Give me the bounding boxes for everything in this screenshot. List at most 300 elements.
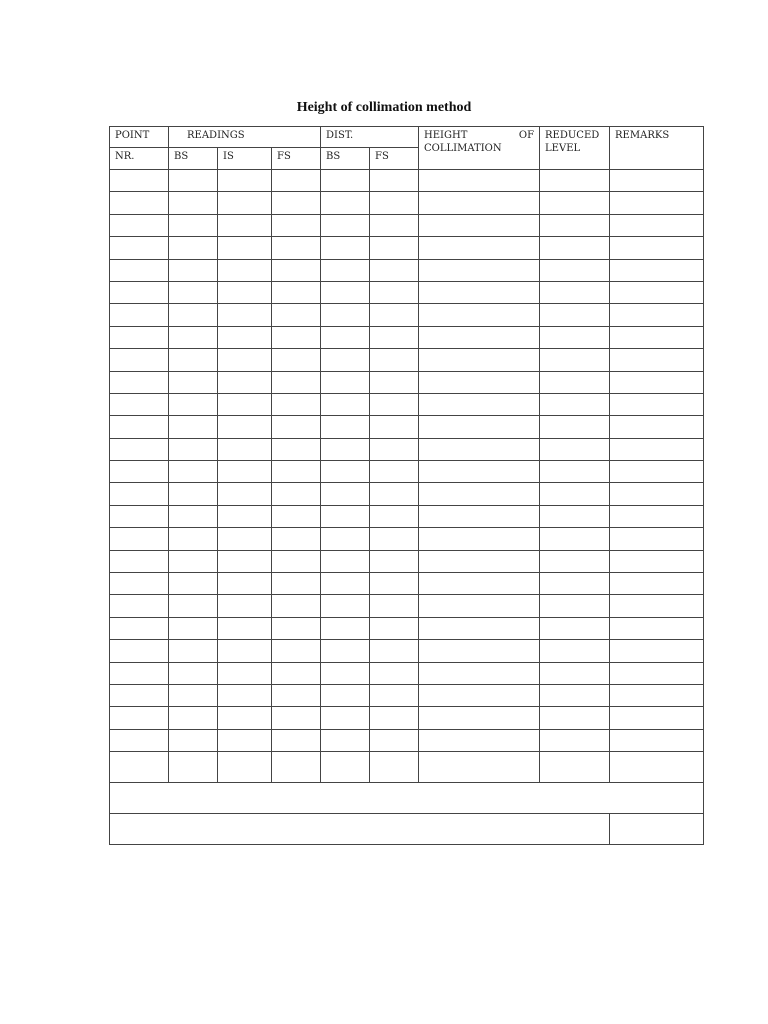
table-row: [110, 416, 704, 438]
header-dist-bs: BS: [326, 151, 341, 162]
table-cell[interactable]: [110, 505, 169, 527]
table-cell[interactable]: [218, 214, 272, 236]
table-cell[interactable]: [610, 617, 704, 639]
table-cell[interactable]: [540, 483, 610, 505]
table-cell[interactable]: [419, 281, 540, 303]
table-cell[interactable]: [610, 192, 704, 214]
table-cell[interactable]: [110, 573, 169, 595]
table-cell[interactable]: [110, 326, 169, 348]
table-cell[interactable]: [419, 416, 540, 438]
table-cell[interactable]: [610, 505, 704, 527]
table-cell[interactable]: [272, 214, 321, 236]
table-cell[interactable]: [370, 595, 419, 617]
table-cell[interactable]: [110, 304, 169, 326]
table-cell[interactable]: [540, 371, 610, 393]
table-cell[interactable]: [370, 505, 419, 527]
table-cell[interactable]: [218, 438, 272, 460]
table-cell[interactable]: [272, 752, 321, 783]
table-cell[interactable]: [540, 304, 610, 326]
table-cell[interactable]: [610, 281, 704, 303]
table-cell[interactable]: [419, 192, 540, 214]
table-cell[interactable]: [540, 528, 610, 550]
table-cell[interactable]: [321, 214, 370, 236]
table-cell[interactable]: [110, 259, 169, 281]
table-row: [110, 371, 704, 393]
table-cell[interactable]: [218, 416, 272, 438]
table-cell[interactable]: [110, 640, 169, 662]
table-cell[interactable]: [110, 170, 169, 192]
table-cell[interactable]: [610, 438, 704, 460]
table-cell[interactable]: [321, 684, 370, 706]
table-cell[interactable]: [610, 237, 704, 259]
table-cell[interactable]: [272, 684, 321, 706]
table-cell[interactable]: [218, 662, 272, 684]
table-cell[interactable]: [272, 595, 321, 617]
table-cell[interactable]: [419, 729, 540, 751]
table-cell[interactable]: [169, 729, 218, 751]
table-row: [110, 192, 704, 214]
table-cell[interactable]: [272, 505, 321, 527]
table-row: [110, 573, 704, 595]
table-cell[interactable]: [321, 707, 370, 729]
table-cell[interactable]: [272, 640, 321, 662]
table-cell[interactable]: [169, 573, 218, 595]
table-cell[interactable]: [272, 617, 321, 639]
table-cell[interactable]: [321, 326, 370, 348]
header-hoc-height: HEIGHT: [424, 130, 468, 141]
table-row: [110, 170, 704, 192]
header-readings-cell: [169, 127, 321, 148]
table-cell[interactable]: [218, 349, 272, 371]
table-cell[interactable]: [169, 192, 218, 214]
table-cell[interactable]: [218, 617, 272, 639]
table-cell[interactable]: [540, 393, 610, 415]
table-cell[interactable]: [218, 304, 272, 326]
table-cell[interactable]: [218, 371, 272, 393]
table-cell[interactable]: [218, 326, 272, 348]
table-cell[interactable]: [610, 461, 704, 483]
table-cell[interactable]: [321, 461, 370, 483]
table-cell[interactable]: [218, 483, 272, 505]
table-cell[interactable]: [272, 371, 321, 393]
table-cell[interactable]: [419, 326, 540, 348]
header-rl-level: LEVEL: [545, 143, 581, 154]
header-is-cell: [218, 148, 272, 170]
table-cell[interactable]: [540, 237, 610, 259]
table-cell[interactable]: [370, 237, 419, 259]
table-cell[interactable]: [272, 662, 321, 684]
table-cell[interactable]: [370, 371, 419, 393]
table-cell[interactable]: [169, 214, 218, 236]
table-cell[interactable]: [419, 662, 540, 684]
table-cell[interactable]: [540, 326, 610, 348]
table-row: [110, 684, 704, 706]
table-cell[interactable]: [610, 662, 704, 684]
table-cell[interactable]: [169, 438, 218, 460]
table-cell[interactable]: [169, 170, 218, 192]
table-cell[interactable]: [110, 707, 169, 729]
table-cell[interactable]: [218, 729, 272, 751]
table-cell[interactable]: [218, 393, 272, 415]
table-cell[interactable]: [110, 349, 169, 371]
table-cell[interactable]: [610, 483, 704, 505]
table-cell[interactable]: [370, 259, 419, 281]
table-cell[interactable]: [272, 259, 321, 281]
table-cell[interactable]: [218, 707, 272, 729]
table-cell[interactable]: [610, 371, 704, 393]
table-cell[interactable]: [321, 304, 370, 326]
table-cell[interactable]: [540, 752, 610, 783]
table-cell[interactable]: [169, 707, 218, 729]
table-cell[interactable]: [321, 573, 370, 595]
table-cell[interactable]: [218, 684, 272, 706]
table-cell[interactable]: [370, 170, 419, 192]
header-reduced-level: [540, 127, 610, 170]
table-cell[interactable]: [321, 505, 370, 527]
table-cell[interactable]: [272, 461, 321, 483]
table-cell[interactable]: [540, 617, 610, 639]
header-remarks-label: REMARKS: [615, 130, 670, 141]
table-cell[interactable]: [321, 550, 370, 572]
table-cell[interactable]: [110, 214, 169, 236]
table-cell[interactable]: [540, 550, 610, 572]
table-cell[interactable]: [169, 550, 218, 572]
table-cell[interactable]: [610, 259, 704, 281]
table-cell[interactable]: [321, 170, 370, 192]
table-row: [110, 707, 704, 729]
table-cell[interactable]: [370, 416, 419, 438]
table-cell[interactable]: [419, 550, 540, 572]
table-cell[interactable]: [370, 349, 419, 371]
table-row: [110, 662, 704, 684]
table-row: [110, 259, 704, 281]
table-cell[interactable]: [540, 573, 610, 595]
table-cell[interactable]: [169, 304, 218, 326]
header-remarks: [610, 127, 704, 170]
table-cell[interactable]: [419, 438, 540, 460]
check-cell[interactable]: [110, 814, 610, 845]
table-cell[interactable]: [321, 349, 370, 371]
table-cell[interactable]: [218, 237, 272, 259]
table-cell[interactable]: [169, 483, 218, 505]
header-nr-cell: [110, 148, 169, 170]
table-cell[interactable]: [218, 461, 272, 483]
table-cell[interactable]: [610, 573, 704, 595]
table-cell[interactable]: [169, 237, 218, 259]
table-cell[interactable]: [610, 729, 704, 751]
table-cell[interactable]: [321, 662, 370, 684]
table-cell[interactable]: [272, 729, 321, 751]
table-cell[interactable]: [272, 573, 321, 595]
table-cell[interactable]: [321, 192, 370, 214]
table-cell[interactable]: [610, 393, 704, 415]
table-cell[interactable]: [272, 393, 321, 415]
table-cell[interactable]: [321, 281, 370, 303]
table-cell[interactable]: [419, 617, 540, 639]
table-cell[interactable]: [272, 192, 321, 214]
table-row: [110, 281, 704, 303]
table-cell[interactable]: [169, 595, 218, 617]
table-cell[interactable]: [272, 483, 321, 505]
header-point-cell: [110, 127, 169, 148]
header-fs: FS: [277, 151, 291, 162]
table-cell[interactable]: [370, 729, 419, 751]
table-cell[interactable]: [272, 237, 321, 259]
table-cell[interactable]: [419, 304, 540, 326]
table-cell[interactable]: [169, 259, 218, 281]
table-row: [110, 640, 704, 662]
table-row: [110, 595, 704, 617]
table-cell[interactable]: [419, 707, 540, 729]
table-cell[interactable]: [540, 170, 610, 192]
table-cell[interactable]: [610, 170, 704, 192]
table-cell[interactable]: [110, 438, 169, 460]
header-hoc-collimation: COLLIMATION: [424, 143, 502, 154]
header-height-of-collimation: [419, 127, 540, 170]
table-cell[interactable]: [110, 752, 169, 783]
table-cell[interactable]: [110, 528, 169, 550]
table-cell[interactable]: [169, 662, 218, 684]
table-cell[interactable]: [169, 349, 218, 371]
table-cell[interactable]: [321, 617, 370, 639]
table-cell[interactable]: [540, 684, 610, 706]
table-cell[interactable]: [370, 461, 419, 483]
table-cell[interactable]: [419, 505, 540, 527]
table-cell[interactable]: [370, 214, 419, 236]
table-cell[interactable]: [419, 259, 540, 281]
table-cell[interactable]: [540, 505, 610, 527]
check-remarks-cell[interactable]: [610, 814, 704, 845]
table-cell[interactable]: [110, 192, 169, 214]
table-row: [110, 528, 704, 550]
table-cell[interactable]: [610, 550, 704, 572]
table-cell[interactable]: [272, 528, 321, 550]
table-cell[interactable]: [419, 684, 540, 706]
table-cell[interactable]: [272, 349, 321, 371]
table-row: [110, 483, 704, 505]
table-cell[interactable]: [540, 595, 610, 617]
table-cell[interactable]: [370, 528, 419, 550]
header-dist-fs-cell: [370, 148, 419, 170]
table-cell[interactable]: [370, 304, 419, 326]
table-cell[interactable]: [370, 192, 419, 214]
table-cell[interactable]: [321, 371, 370, 393]
table-cell[interactable]: [218, 640, 272, 662]
table-cell[interactable]: [272, 707, 321, 729]
page-title: Height of collimation method: [296, 100, 472, 115]
header-row-1: [110, 127, 704, 148]
table-cell[interactable]: [610, 416, 704, 438]
table-cell[interactable]: [370, 550, 419, 572]
table-cell[interactable]: [169, 505, 218, 527]
table-cell[interactable]: [169, 416, 218, 438]
table-cell[interactable]: [540, 281, 610, 303]
table-row: [110, 729, 704, 751]
table-cell[interactable]: [218, 528, 272, 550]
table-cell[interactable]: [370, 707, 419, 729]
header-dist-bs-cell: [321, 148, 370, 170]
table-cell[interactable]: [321, 528, 370, 550]
table-cell[interactable]: [610, 707, 704, 729]
table-cell[interactable]: [419, 214, 540, 236]
table-cell[interactable]: [110, 662, 169, 684]
table-cell[interactable]: [610, 640, 704, 662]
table-cell[interactable]: [272, 304, 321, 326]
table-row: [110, 752, 704, 783]
table-cell[interactable]: [540, 349, 610, 371]
table-row: [110, 438, 704, 460]
header-nr: NR.: [115, 151, 135, 162]
table-cell[interactable]: [370, 662, 419, 684]
table-cell[interactable]: [370, 573, 419, 595]
table-cell[interactable]: [610, 214, 704, 236]
table-cell[interactable]: [321, 259, 370, 281]
table-cell[interactable]: [370, 281, 419, 303]
table-cell[interactable]: [419, 595, 540, 617]
table-cell[interactable]: [321, 438, 370, 460]
table-cell[interactable]: [610, 595, 704, 617]
header-point: POINT: [115, 130, 150, 141]
header-dist-cell: [321, 127, 419, 148]
table-cell[interactable]: [321, 752, 370, 783]
table-cell[interactable]: [419, 573, 540, 595]
table-cell[interactable]: [169, 528, 218, 550]
table-cell[interactable]: [272, 326, 321, 348]
header-fs-cell: [272, 148, 321, 170]
table-cell[interactable]: [169, 684, 218, 706]
table-row: [110, 461, 704, 483]
table-cell[interactable]: [370, 438, 419, 460]
header-bs-cell: [169, 148, 218, 170]
table-cell[interactable]: [419, 752, 540, 783]
table-cell[interactable]: [218, 192, 272, 214]
table-cell[interactable]: [218, 550, 272, 572]
table-cell[interactable]: [321, 416, 370, 438]
table-cell[interactable]: [169, 326, 218, 348]
table-cell[interactable]: [272, 550, 321, 572]
table-cell[interactable]: [218, 505, 272, 527]
table-cell[interactable]: [540, 729, 610, 751]
table-cell[interactable]: [540, 416, 610, 438]
table-cell[interactable]: [540, 214, 610, 236]
table-cell[interactable]: [218, 259, 272, 281]
table-cell[interactable]: [110, 550, 169, 572]
table-cell[interactable]: [272, 281, 321, 303]
table-row: [110, 349, 704, 371]
table-cell[interactable]: [419, 371, 540, 393]
table-cell[interactable]: [610, 349, 704, 371]
table-cell[interactable]: [321, 393, 370, 415]
table-cell[interactable]: [370, 752, 419, 783]
table-cell[interactable]: [370, 640, 419, 662]
table-row: [110, 214, 704, 236]
header-rl-reduced: REDUCED: [545, 130, 600, 141]
table-cell[interactable]: [169, 640, 218, 662]
table-cell[interactable]: [169, 371, 218, 393]
table-cell[interactable]: [610, 528, 704, 550]
table-cell[interactable]: [110, 393, 169, 415]
table-cell[interactable]: [610, 326, 704, 348]
table-cell[interactable]: [110, 281, 169, 303]
table-cell[interactable]: [370, 326, 419, 348]
table-cell[interactable]: [419, 528, 540, 550]
table-cell[interactable]: [419, 393, 540, 415]
table-cell[interactable]: [321, 729, 370, 751]
table-cell[interactable]: [419, 483, 540, 505]
table-cell[interactable]: [110, 416, 169, 438]
summary-cell[interactable]: [110, 783, 704, 814]
table-cell[interactable]: [540, 438, 610, 460]
table-cell[interactable]: [110, 371, 169, 393]
table-cell[interactable]: [110, 483, 169, 505]
table-cell[interactable]: [540, 707, 610, 729]
table-cell[interactable]: [370, 684, 419, 706]
table-cell[interactable]: [370, 483, 419, 505]
table-cell[interactable]: [169, 752, 218, 783]
table-cell[interactable]: [218, 573, 272, 595]
table-cell[interactable]: [419, 170, 540, 192]
table-cell[interactable]: [540, 192, 610, 214]
table-cell[interactable]: [110, 237, 169, 259]
table-row: [110, 326, 704, 348]
check-row: [110, 814, 704, 845]
table-cell[interactable]: [610, 304, 704, 326]
table-cell[interactable]: [169, 617, 218, 639]
header-hoc-of: OF: [518, 130, 535, 141]
table-row: [110, 393, 704, 415]
table-row: [110, 304, 704, 326]
table-cell[interactable]: [169, 281, 218, 303]
table-cell[interactable]: [321, 237, 370, 259]
table-cell[interactable]: [540, 461, 610, 483]
table-cell[interactable]: [272, 438, 321, 460]
summary-row: [110, 783, 704, 814]
table-row: [110, 237, 704, 259]
header-is: IS: [223, 151, 234, 162]
table-cell[interactable]: [110, 617, 169, 639]
table-cell[interactable]: [610, 752, 704, 783]
table-cell[interactable]: [540, 662, 610, 684]
table-cell[interactable]: [540, 640, 610, 662]
table-cell[interactable]: [370, 393, 419, 415]
table-cell[interactable]: [321, 640, 370, 662]
table-cell[interactable]: [218, 281, 272, 303]
table-cell[interactable]: [110, 729, 169, 751]
header-readings: READINGS: [187, 130, 245, 141]
table-cell[interactable]: [321, 595, 370, 617]
table-cell[interactable]: [110, 461, 169, 483]
table-cell[interactable]: [540, 259, 610, 281]
table-cell[interactable]: [169, 461, 218, 483]
table-cell[interactable]: [218, 170, 272, 192]
table-cell[interactable]: [272, 170, 321, 192]
table-cell[interactable]: [419, 237, 540, 259]
table-row: [110, 617, 704, 639]
table-cell[interactable]: [610, 684, 704, 706]
table-cell[interactable]: [169, 393, 218, 415]
table-cell[interactable]: [419, 640, 540, 662]
table-cell[interactable]: [218, 752, 272, 783]
table-cell[interactable]: [419, 349, 540, 371]
table-cell[interactable]: [110, 684, 169, 706]
table-cell[interactable]: [370, 617, 419, 639]
table-cell[interactable]: [419, 461, 540, 483]
table-cell[interactable]: [272, 416, 321, 438]
table-cell[interactable]: [321, 483, 370, 505]
header-dist-fs: FS: [375, 151, 389, 162]
table-cell[interactable]: [110, 595, 169, 617]
table-cell[interactable]: [218, 595, 272, 617]
